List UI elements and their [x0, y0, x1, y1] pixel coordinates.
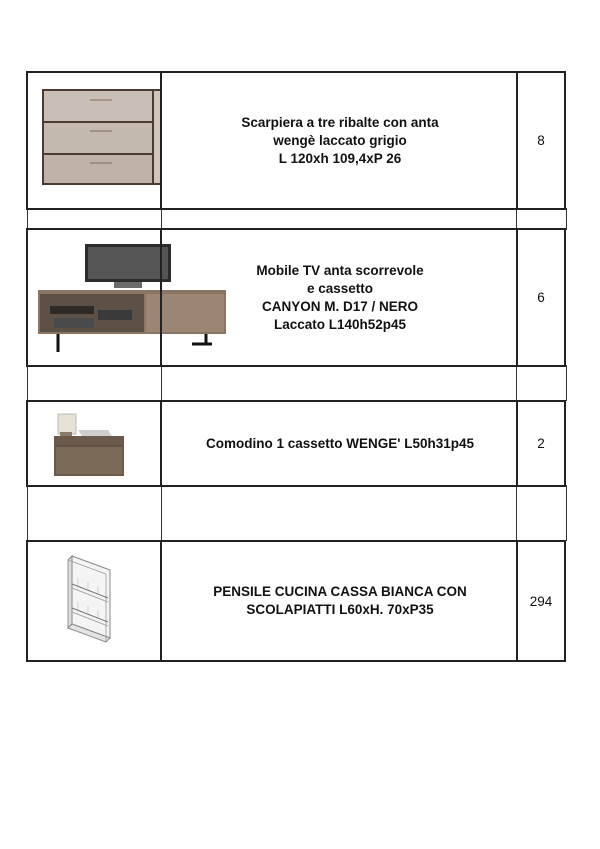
table-row — [26, 228, 566, 367]
column-line — [566, 485, 567, 541]
product-image-cell — [28, 73, 162, 208]
item-quantity: 6 — [537, 290, 545, 305]
description-line: PENSILE CUCINA CASSA BIANCA CON — [213, 584, 467, 599]
column-line — [27, 485, 28, 541]
table-row — [26, 400, 566, 487]
description-line: wengè laccato grigio — [273, 132, 407, 148]
column-line — [27, 208, 28, 230]
nightstand-icon — [28, 402, 162, 485]
column-line — [161, 365, 162, 401]
product-image-cell — [28, 402, 162, 485]
item-description — [164, 230, 516, 365]
description-line: Comodino 1 cassetto WENGE' L50h31p45 — [205, 435, 475, 451]
column-line — [566, 208, 567, 230]
shoe-cabinet-icon — [28, 73, 162, 208]
column-line — [27, 365, 28, 401]
item-description — [164, 402, 516, 485]
description-line: SCOLAPIATTI L60xH. 70xP35 — [246, 602, 434, 617]
description-line: Laccato L140h52p45 — [273, 316, 407, 332]
item-quantity: 8 — [537, 133, 545, 148]
item-description — [164, 73, 516, 208]
item-description — [164, 542, 516, 660]
column-line — [161, 208, 162, 230]
table-row — [26, 71, 566, 210]
column-line — [566, 365, 567, 401]
description-line: CANYON M. D17 / NERO — [261, 298, 419, 314]
table-row — [26, 540, 566, 662]
wall-cabinet-dish-rack-icon — [28, 542, 162, 660]
column-line — [161, 485, 162, 541]
description-line: e cassetto — [306, 280, 374, 296]
product-image-cell — [28, 230, 162, 365]
description-line: Scarpiera a tre ribalte con anta — [241, 114, 439, 130]
product-image-cell — [28, 542, 162, 660]
column-line — [516, 485, 517, 541]
column-line — [516, 208, 517, 230]
column-line — [516, 365, 517, 401]
item-quantity: 2 — [537, 436, 545, 451]
description-line: L 120xh 109,4xP 26 — [278, 150, 402, 166]
description-line: Mobile TV anta scorrevole — [256, 262, 424, 278]
item-quantity: 294 — [529, 593, 553, 609]
